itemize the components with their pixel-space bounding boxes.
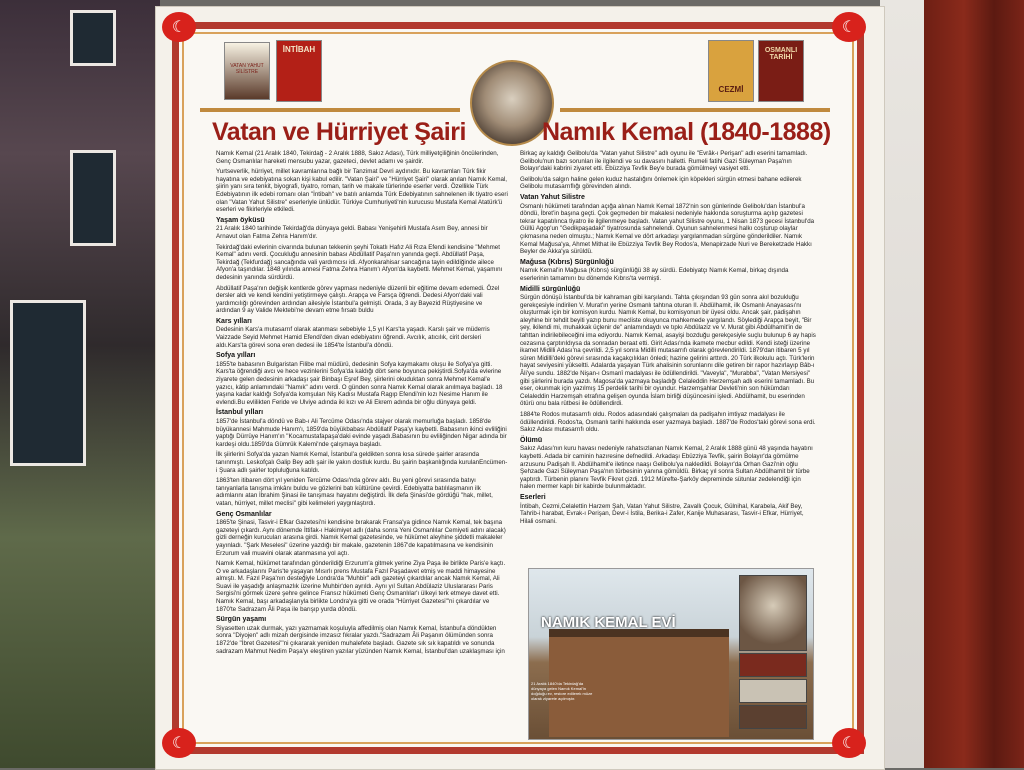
section-heading: Yaşam öyküsü xyxy=(216,216,265,224)
book-cover: CEZMİ xyxy=(708,40,754,102)
section-heading: Kars yılları xyxy=(216,317,252,325)
turkish-flag-icon: ☾ xyxy=(832,728,866,758)
paragraph: Abdüllatif Paşa'nın değişik kentlerde görev yapması nedeniyle düzenli bir eğitime devam edemedi. Özel dersler aldı ve kendi kendini yetiştirmeye çalıştı. Arapça ve Farsça öğrendi. Dedesi Afyon'daki vali yardımcılığı görevinden ardından ailesiyle İstanbul'a gelmişti. Orada, 3 ay Bayezid Rüştiyesine ve ardından 9 ay Valide Mektebi'ne devam etme fırsatı buldu xyxy=(216,284,500,315)
background-building xyxy=(0,0,160,768)
wooden-post xyxy=(924,0,1024,768)
house-photo xyxy=(528,568,814,740)
title-left: Vatan ve Hürriyet Şairi xyxy=(212,118,466,146)
paragraph: 1855'te babasının Bulgaristan Filibe mal müdürü, dedesinin Sofya kaymakamı oluşu ile Sofya'ya gitti. Kars'ta öğrendiği avcı ve hece vezinlerini Sofya'da kaldığı dört sene boyunca pekiştirdi.Sofya'da evlerine ziyarete gelen dedesinin arkadaşı şair Binbaşı Eşref Bey, şiirlerini okuduktan sonra Mehmet Kemal'e yazıcı, kâtip anlamındaki "Namık" adını verdi. O günden sonra Namık Kemal olarak anılmaya başladı. 18 yaşına kadar kaldığı Sofya'da komşuları Niş Kadısı Mustafa Ragıp Efendi'nin kızı Nesime Hanım ile evlendi.Bu evlilikten Feride ve Ulviye adında iki kızı ve Ali Ekrem adında bir oğlu dünyaya geldi. xyxy=(216,360,503,406)
turkish-flag-icon: ☾ xyxy=(162,12,196,42)
turkish-flag-icon: ☾ xyxy=(162,728,196,758)
ornament-divider xyxy=(560,108,830,112)
section-heading: İstanbul yılları xyxy=(216,409,264,417)
section-heading: Mağusa (Kıbrıs) Sürgünlüğü xyxy=(520,258,614,266)
title-right: Namık Kemal (1840-1888) xyxy=(542,118,831,146)
section-heading: Midilli sürgünlüğü xyxy=(520,285,581,293)
paragraph: Yurtseverlik, hürriyet, millet kavramlarına bağlı bir Tanzimat Devri aydınıdır. Bu kavramları Türk fikir hayatına ve edebiyatına sokan kişi kabul edilir. "Vatan Şairi" ve "Hürriyet Şairi" olarak anılan Namık Kemal, şiirin yanı sıra tenkit, biyografi, tiyatro, roman, tarih ve makale türlerinde eserler verdi. Özellikle Türk Edebiyatının ilk edebi romanı olan "İntibah" ve batılı anlamda Türk Edebiyatının sahnelenen ilk tiyatro eseri olan "Vatan Yahut Silistre" eserleriyle ünlüdür. Türkiye Cumhuriyeti'nin kurucusu Mustafa Kemal Atatürk'ü eserleri ve fikirleriyle etkiledi. xyxy=(216,168,508,214)
paragraph: Sürgün dönüşü İstanbul'da bir kahraman gibi karşılandı. Tahta çıkışından 93 gün sonra akıl bozukluğu gerekçesiyle indirilen V. Murat'ın yerine Osmanlı tahtına oturan II. Abdülhamit, ilk Osmanlı Anayasası'nı oluşturmak için bir komisyon kurdu. Namık Kemal, bu komisyonun bir üyesi oldu. Ancak şair, padişahın aleyhine bir tehdit beyiti yazıp bunu mecliste okuyunca mahkemede yargılandı. Söylediği Arapça beyit, "Bir şey, ikilendi mi, muhakkak üçlenir de" anlamındaydı ve tıpkı Abdülaziz ve V. Murat gibi Abdülhamit'in de tahttan indirilebileceğini ima ediyordu. Namık Kemal, asayişi bozduğu gerekçesiyle suçlu bulunup 6 ay hapis cezasına çarptırıldıysa da sonradan beraat etti. Girit Adası'nda ikamete mecbur edildi. Kendi isteği üzerine ikamet Midilli Adası'na çevrildi. 2,5 yıl sonra Midilli mutasarrıfı olarak görevlendirildi. 1879'dan itibaren 5 yıl süren Midilli'deki görevi sırasında kaçakçılıkları önledi; hazine gelirini arttırdı. 20 Türk ilkokulu açtı. Türk'lerin hayat seviyesini yükseltti. Adalarda yaşayan Türk ahalisinin sorunlarını dile getiren bir rapor hazırlayıp Bâb-ı Âli'ye sundu. 1882'de Nişan-ı Osmanî madalyası ile ödüllendirildi. "Vaveyla", "Murabba", "Vatan Mersiyesi" gibi şiirlerini burada yazdı. Magosa'da yazmaya başladığı Celaleddin Herzemşah adlı eserini tamamladı. Bu eser, okunmak için yazılmış 15 perdelik tarihi bir oyundur. Harzemşahlar Devleti'nin son hükümdarı Celaleddin Harzemşah etrafına gelişen oyunda İslam birliği düşüncesini işledi. Abdülhamit, bu eserinden ötürü onu bala rütbesi ile ödüllendirdi. xyxy=(520,294,816,408)
paragraph: Namık Kemal, hükümet tarafından gönderildiği Erzurum'a gitmek yerine Ziya Paşa ile birlikte Paris'e kaçtı. O ve arkadaşlarını Paris'te yaşayan Mısırlı prens Mustafa Fazıl Paşadavet etmiş ve maddi himayesine almıştı. M. Fazıl Paşa'nın desteğiyle Londra'da "Muhbir" adlı gazeteyi çıkardılar ancak Namık Kemal, Ali Suavi ile yaşadığı anlaşmazlık üzerine Muhbir'den ayrıldı. Aynı yıl Sultan Abdülaziz Uluslararası Paris Sergisi'ni görmek üzere şehre gelince Fransız hükümeti Genç Osmanlılar'ı ülkeyi terk etmeye davet etti. Namık Kemal, başı arkadaşlarıyla birlikte Londra'ya gitti ve orada "Hürriyet Gazetesi"'ni çıkardılar ve 1870'te Sadrazam Âli Paşa ile barışıp yurda döndü. xyxy=(216,560,506,613)
photo-thumbnail xyxy=(739,705,807,729)
portrait-inset xyxy=(739,575,807,651)
window xyxy=(10,300,86,466)
photo-thumbnail xyxy=(739,653,807,677)
section-heading: Vatan Yahut Silistre xyxy=(520,193,585,201)
window xyxy=(70,10,116,66)
left-text-column xyxy=(216,150,508,740)
paragraph: 1884'te Rodos mutasarrıfı oldu. Rodos adasındaki çalışmaları da padişahın imtiyaz madalyası ile ödüllendirildi. Rodos'ta, Osmanlı tarihi hakkında eser yazmaya başladı. 1887'de Rodos'taki görevi sona erdi. Sakız Adası mutasarrıfı oldu. xyxy=(520,411,816,434)
paragraph: Namık Kemal'in Mağusa (Kıbrıs) sürgünlüğü 38 ay sürdü. Edebiyatçı Namık Kemal, birkaç dışında eserlerinin tamamını bu dönemde Kıbrıs'ta vermişti. xyxy=(520,267,789,282)
paragraph: Osmanlı hükümeti tarafından açığa alınan Namık Kemal 1872'nin son günlerinde Gelibolu'dan İstanbul'a döndü, İbret'in başına geçti. Çok geçmeden bir makalesi nedeniyle hakkında soruşturma açılıp gazetesi tekrar kapatılınca tiyatro ile ilgilenmeye başladı. Vatan yahut Silistre oyunu, 1 Nisan 1873 gecesi İstanbul'da Güllü Agop'un "Gedikpaşadaki" tiyatrosunda sahnelendi. Oyunun sahnelenmesi halkı coşturup olaylar çıkmasına neden olmuştu.; Namık Kemal ve dört arkadaşı yargılanmadan sürgüne gönderildiler. Namık Kemal Mağusa'ya, Ahmet Mithat ile Ebüzziya Tevfik Bey Rodos'a, Menapirzade Nuri ve Bereketzade Hakkı Beyler de Akka'ya sürüldü. xyxy=(520,202,815,256)
turkish-flag-icon: ☾ xyxy=(832,12,866,42)
paragraph: 1865'te Şinasi, Tasvir-i Efkar Gazetesi'ni kendisine bırakarak Fransa'ya gidince Namık Kemal, tek başına gazeteyi çıkardı. Aynı dönemde İttifak-ı Hakimiyet adlı (daha sonra Yeni Osmanlılar Cemiyeti adını alacak) gizli derneğin kurucuları arasına girdi. Namık Kemal gazetesinde, ve hükümet aleyhine şiddetli makaleler yayınladı. "Şark Meselesi" üzerine yazdığı bir makale, gazetenin 1867'de kapatılmasına ve kendisinin Erzurum vali muavini olarak atanmasına yol açtı. xyxy=(216,519,506,557)
ornament-divider xyxy=(200,108,460,112)
paragraph: Birkaç ay kaldığı Gelibolu'da "Vatan yahut Silistre" adlı oyunu ile "Evrâk-ı Perişan" adlı eserini tamamladı. Gelibolu'nun bazı sorunları ile ilgilendi ve su davasını halletti. Rumeli fatihi Gazi Süleyman Paşa'nın Bolayır'daki kabrini ziyaret etti. Ebüzziya Tevfik Bey'e burada gömülmeyi vasiyet etti. xyxy=(520,150,808,173)
paragraph: Dedesinin Kars'a mutasarrıf olarak atanması sebebiyle 1,5 yıl Kars'ta yaşadı. Karslı şair ve müderris Vaizzade Seyid Mehmet Hamid Efendi'den divan edebiyatını öğrendi. Avcılık, atıcılık, cirit dersleri aldı.Kars'ta görevi sona eren dedesi ile 1854'te İstanbul'a döndü. xyxy=(216,326,490,349)
paragraph: Namık Kemal (21 Aralık 1840, Tekirdağ - 2 Aralık 1888, Sakız Adası), Türk milliyetçiliğinin öncülerinden, Genç Osmanlılar hareketi mensubu yazar, gazeteci, devlet adamı ve şairdir. xyxy=(216,150,499,165)
book-cover: İNTİBAH xyxy=(276,40,322,102)
book-cover: OSMANLI TARİHİ xyxy=(758,40,804,102)
paragraph: 21 Aralık 1840 tarihinde Tekirdağ'da dünyaya geldi. Babası Yenişehirli Mustafa Asım Bey, annesi bir Arnavut olan Fatma Zehra Hanım'dır. xyxy=(216,225,488,240)
section-heading: Sofya yılları xyxy=(216,352,256,360)
section-heading: Eserleri xyxy=(520,493,546,501)
paragraph: 1857'de İstanbul'a döndü ve Bab-ı Ali Tercüme Odası'nda stajyer olarak memurluğa başladı. 1858'de büyükannesi Mahmude Hanım'ı, 1859'da büyükbabası Abdüllatif Paşa'yı kaybetti. Babasının ikinci evliliğini yaptığı Dürrüye Hanım'ın "Kocamustafapaşa'daki evinde yaşadı.Babasının bu evliliğinden Nigar adında bir kardeşi oldu.1859'da Gümrük Kalemi'nde çalışmaya başladı. xyxy=(216,418,507,448)
paragraph: Gelibolu'da salgın haline gelen kuduz hastalığını önlemek için köpekleri sürgün etmesi bahane edilerek Gelibolu mutasarrıflığı görevinden alındı. xyxy=(520,175,802,191)
paragraph: Sakız Adası'nın kuru havası nedeniyle rahatsızlanan Namık Kemal, 2 Aralık 1888 günü 48 yaşında hayatını kaybetti. Adada bir caminin hazıresine defnedildi. Arkadaşı Ebüzziya Tevfik, şairin Bolayır'da gömülme arzusunu Padişah II. Abdülhamit'e iletince naaşı Gelibolu'ya nakledildi. Bolayır'da Orhan Gazi'nin oğlu Şehzade Gazi Süleyman Paşa'nın türbesinin yanına gömüldü. Birkaç yıl sonra Sultan Abdülhamit bir türbe yaptırdı. Türbenin planını Tevfik Fikret çizdi. 1912 Mürefte-Şarköy depreminde sütunlar zedelendiği için halen mermer kaplı bir kabirde bulunmaktadır. xyxy=(520,445,813,491)
photo-label: NAMIK KEMAL EVİ xyxy=(541,614,676,631)
paragraph: İlk şiirlerini Sofya'da yazan Namık Kemal, İstanbul'a geldikten sonra kısa sürede şairler arasında tanınmıştı. Leskofçalı Galip Bey adlı şair ile yakın dostluk kurdu. Bu şairin başkanlığında kurulanEncümen-i Şuara adlı şairler topluluğuna katıldı. xyxy=(216,451,508,474)
paragraph: İntibah, Cezmi,Celalettin Harzem Şah, Vatan Yahut Silistre, Zavallı Çocuk, Gülnihal, Karabela, Akif Bey, Tahrib-i harabat, Evrak-ı Perişan, Devr-i İstila, Berika-i Zafer, Kanije Muhasarası, Tasvir-i Efkar, Hürriyet, Hilali osmani. xyxy=(520,502,804,525)
section-heading: Genç Osmanlılar xyxy=(216,510,272,518)
photo-thumbnail xyxy=(739,679,807,703)
photo-caption: 21 Aralık 1840'da Tekirdağ'da dünyaya gelen Namık Kemal'in doğduğu ev, restore edilerek müze olarak ziyarete açılmıştır. xyxy=(531,681,593,701)
section-heading: Ölümü xyxy=(520,436,543,444)
right-text-column xyxy=(520,150,816,564)
paragraph: Tekirdağ'daki evlerinin civarında bulunan tekkenin şeyhi Tokatlı Hafız Ali Rıza Efendi kendisine "Mehmet Kemal" adını verdi. Çocukluğu annesinin babası Abdüllatif Paşa'nın yanında geçti. Abdüllatif Paşa, Tekirdağ (Tekfurdağ) sancağında vali yardımcısı idi. Afyonkarahisar sancağına tayin edildiğinde ailece Afyon'a taşındılar. 1848 yılında annesi Fatma Zehra Hanım'ı Afyon'da kaybetti. Mehmet Kemal, yaşamını dedesinin yanında sürdürdü. xyxy=(216,243,503,281)
section-heading: Sürgün yaşamı xyxy=(216,616,267,624)
book-cover: VATAN YAHUT SİLİSTRE xyxy=(224,42,270,100)
paragraph: Siyasetten uzak durmak, yazı yazmamak koşuluyla affedilmiş olan Namık Kemal, İstanbul'a döndükten sonra "Diyojen" adlı mizah dergisinde imzasız fıkralar yazdı."Sadrazam Âli Paşanın ölümünden sonra 1872'de "İbret Gazetesi"'ni çıkararak yeniden muhalefete başladı. Gazete sık sık kapatıldı ve sonunda sadrazam Mahmut Nedim Paşa'yı eleştiren yazılar yüzünden Namık Kemal, İstanbul'dan uzaklaşması için xyxy=(216,624,505,655)
window xyxy=(70,150,116,246)
paragraph: 1863'ten itibaren dört yıl yeniden Tercüme Odası'nda görev aldı. Bu yeni görevi sırasında batıyı tanıyanlarla tanışma imkânı buldu ve gözlerini batı kültürüne çevirdi. Edebiyatta batılılaşmanın ilk adımlarını atan İbrahim Şinasi ile tanışması hayatını değiştirdi. İlk defa Şinasi'de gördüğü "hak, millet, vatan, hürriyet, millet meclisi" gibi kelimeleri yaygınlaştırdı. xyxy=(216,477,493,507)
